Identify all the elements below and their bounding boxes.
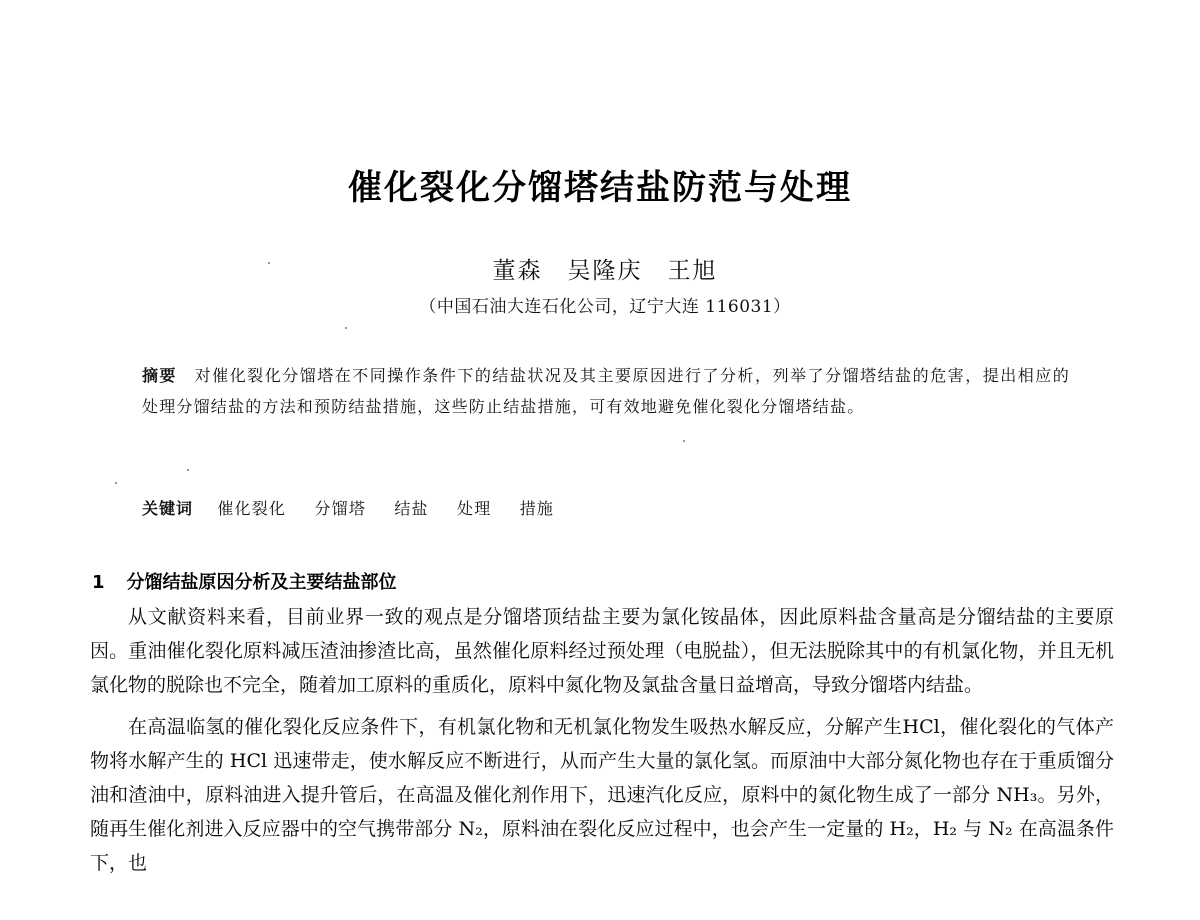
scan-speck <box>187 469 189 471</box>
scan-speck <box>345 327 347 329</box>
abstract-text: 对催化裂化分馏塔在不同操作条件下的结盐状况及其主要原因进行了分析，列举了分馏塔结盐的危害，提出相应的处理分馏结盐的方法和预防结盐措施，这些防止结盐措施，可有效地避免催化裂化分馏塔结盐。 <box>142 366 1070 416</box>
keywords <box>142 496 1070 519</box>
section-title: 分馏结盐原因分析及主要结盐部位 <box>126 572 397 593</box>
author-affiliation: （中国石油大连石化公司，辽宁大连 116031） <box>419 297 791 317</box>
section-body <box>90 600 1114 888</box>
body-paragraph: 从文献资料来看，目前业界一致的观点是分馏塔顶结盐主要为氯化铵晶体，因此原料盐含量高是分馏结盐的主要原因。重油催化裂化原料减压渣油掺渣比高，虽然催化原料经过预处理（电脱盐），但无法脱除其中的有机氯化物，并且无机氯化物的脱除也不完全，随着加工原料的重质化，原料中氮化物及氯盐含量日益增高，导致分馏塔内结盐。 <box>90 606 1114 696</box>
scan-speck <box>268 262 270 264</box>
section-heading <box>92 568 397 594</box>
keywords-label: 关键词 <box>142 499 194 518</box>
scan-speck <box>683 440 685 442</box>
keyword: 措施 <box>519 499 555 518</box>
keyword: 分馏塔 <box>314 499 367 518</box>
scan-speck <box>115 482 117 484</box>
paper-title: 催化裂化分馏塔结盐防范与处理 <box>348 168 852 208</box>
keyword: 处理 <box>457 499 492 518</box>
keyword: 结盐 <box>394 499 429 518</box>
section-number: 1 <box>92 572 105 593</box>
abstract-label: 摘要 <box>142 366 177 385</box>
abstract <box>142 360 1070 422</box>
author-list: 董森 吴隆庆 王旭 <box>492 258 718 284</box>
body-paragraph: 在高温临氢的催化裂化反应条件下，有机氯化物和无机氯化物发生吸热水解反应，分解产生HCl，催化裂化的气体产物将水解产生的 HCl 迅速带走，使水解反应不断进行，从而产生大量的氯化氢。而原油中大部分氮化物也存在于重质馏分油和渣油中，原料油进入提升管后，在高温及催化剂作用下，迅速汽化反应，原料中的氮化物生成了一部分 NH₃。另外，随再生催化剂进入反应器中的空气携带部分 N₂，原料油在裂化反应过程中，也会产生一定量的 H₂，H₂ 与 N₂ 在高温条件下，也 <box>90 716 1114 874</box>
keyword: 催化裂化 <box>217 499 287 518</box>
